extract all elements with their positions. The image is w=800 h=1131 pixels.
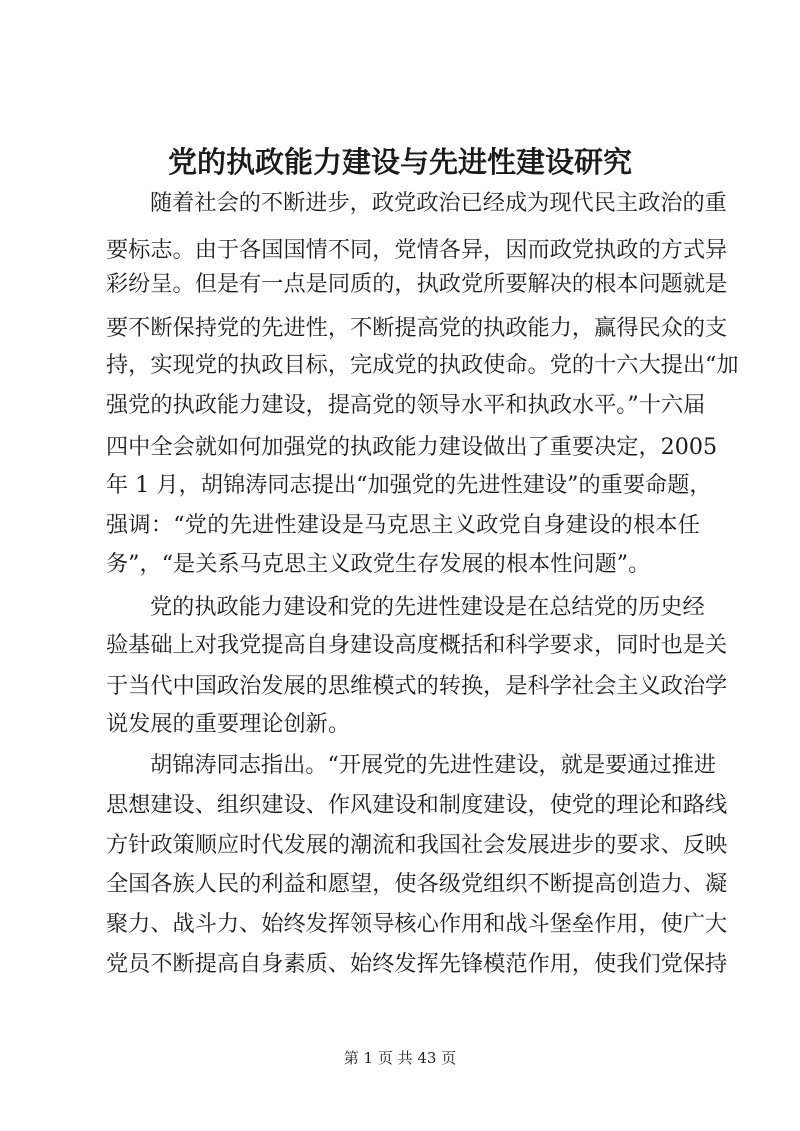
paragraph-2-line-4: 说发展的重要理论创新。 <box>106 711 351 737</box>
paragraph-1-line-3: 彩纷呈。但是有一点是同质的，执政党所要解决的根本问题就是 <box>106 271 728 297</box>
document-title: 党的执政能力建设与先进性建设研究 <box>167 145 632 179</box>
paragraph-3-line-6: 党员不断提高自身素质、始终发挥先锋模范作用，使我们党保持 <box>106 951 728 977</box>
paragraph-1-line-9: 强调：“党的先进性建设是马克思主义政党自身建设的根本任 <box>106 512 700 538</box>
paragraph-3-line-3: 方针政策顺应时代发展的潮流和我国社会发展进步的要求、反映 <box>106 832 728 858</box>
paragraph-1-line-6: 强党的执政能力建设，提高党的领导水平和执政水平。”十六届 <box>106 392 706 418</box>
paragraph-2-line-2: 验基础上对我党提高自身建设高度概括和科学要求，同时也是关 <box>106 632 728 658</box>
paragraph-1-line-7: 四中全会就如何加强党的执政能力建设做出了重要决定，2005 <box>106 434 718 460</box>
paragraph-1-line-1: 随着社会的不断进步，政党政治已经成为现代民主政治的重 <box>150 190 727 216</box>
paragraph-2-line-1: 党的执政能力建设和党的先进性建设是在总结党的历史经 <box>150 594 705 620</box>
paragraph-3-line-1: 胡锦涛同志指出。“开展党的先进性建设，就是要通过推进 <box>150 752 717 778</box>
paragraph-1-line-5: 持，实现党的执政目标，完成党的执政使命。党的十六大提出“加 <box>106 352 739 378</box>
paragraph-3-line-4: 全国各族人民的利益和愿望，使各级党组织不断提高创造力、凝 <box>106 871 728 897</box>
paragraph-3-line-5: 聚力、战斗力、始终发挥领导核心作用和战斗堡垒作用，使广大 <box>106 911 728 937</box>
paragraph-1-line-4: 要不断保持党的先进性，不断提高党的执政能力，赢得民众的支 <box>106 315 728 341</box>
paragraph-2-line-3: 于当代中国政治发展的思维模式的转换，是科学社会主义政治学 <box>106 673 728 699</box>
paragraph-1-line-10: 务”，“是关系马克思主义政党生存发展的根本性问题”。 <box>106 551 651 577</box>
page-number-footer: 第 1 页 共 43 页 <box>343 1049 457 1067</box>
paragraph-1-line-8: 年 1 月，胡锦涛同志提出“加强党的先进性建设”的重要命题， <box>106 472 712 498</box>
paragraph-3-line-2: 思想建设、组织建设、作风建设和制度建设，使党的理论和路线 <box>106 792 728 818</box>
paragraph-1-line-2: 要标志。由于各国国情不同，党情各异，因而政党执政的方式异 <box>106 237 728 263</box>
